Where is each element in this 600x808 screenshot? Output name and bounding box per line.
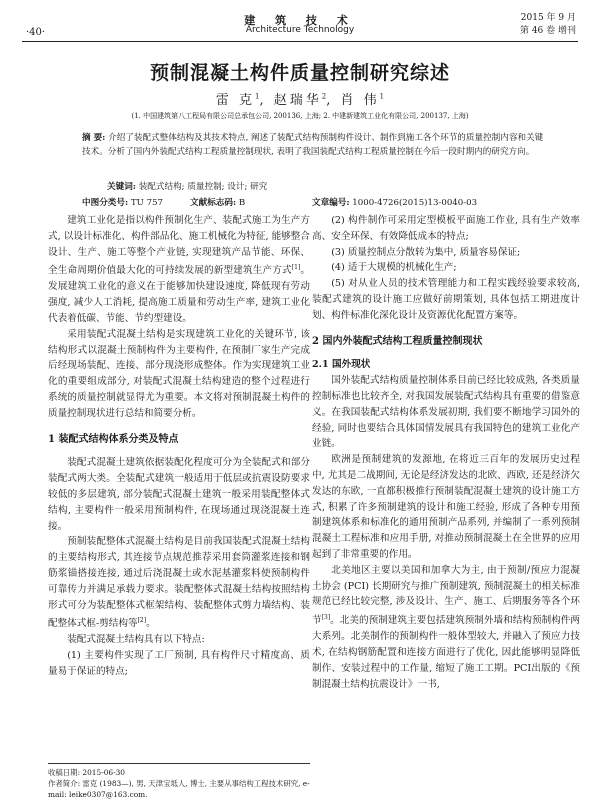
author-name: 雷 克 [215,93,256,108]
journal-title-cn: 建 筑 技 术 [244,14,356,27]
paragraph: 装配式混凝土结构具有以下特点: [67,634,205,646]
page-number: ·40· [26,27,46,38]
author-bio: 作者简介: 雷克 (1983—), 男, 天津宝坻人, 博士, 主要从事结构工程技术研究, e-mail: leike0307@163.com. [48,779,310,799]
author-affil-mark: 1 [379,92,385,101]
paragraph: 采用装配式混凝土结构是实现建筑工业化的关键环节, 该结构形式以混凝土预制构件为主要构件, 在预制厂家生产完成后经现场装配、连接、部分现浇形成整体。作为实现建筑工业化的重要组成部分, 对装配式混凝土结构建造的整个过程进行系统的质量控制就显得尤为重要。本文将对预制混凝土构件的质量控制现状进行总结和简要分析。 [48,328,310,419]
affiliation: (1. 中国建筑第八工程局有限公司总承包公司, 200136, 上海; 2. 中建新建筑工业化有限公司, 200137, 上海) [131,112,469,120]
issue-date: 2015 年 9 月 [520,13,576,23]
right-column [312,213,580,692]
list-item: (2) 构件制作可采用定型模板平面施工作业, 具有生产效率高、安全环保、有效降低成本的特点; [312,215,580,242]
section-heading: 2 国内外装配式结构工程质量控制现状 [312,335,483,347]
clc-number [82,196,163,208]
footnote [48,763,310,800]
list-item: (3) 质量控制点分散转为集中, 质量容易保证; [331,246,521,258]
list-item: (4) 适于大规模的机械化生产; [331,262,457,274]
running-header [22,8,578,42]
author-list: 雷 克$^1$, 赵瑞华$^2$, 肖 伟$^1$ [215,92,385,108]
issue-info [520,12,576,38]
clc-label: 中图分类号: [82,198,129,208]
article-title: 预制混凝土构件质量控制研究综述 [149,62,450,84]
doc-code-label: 文献标志码: [190,198,237,208]
article-no-label: 文章编号: [312,198,350,208]
author-affil-mark: 1 [255,92,260,101]
subsection-heading: 2.1 国外现状 [312,359,371,371]
received-date: 收稿日期: 2015-06-30 [48,768,126,777]
left-column [48,213,310,680]
paragraph: 北美地区主要以美国和加拿大为主, 由于预制/预应力混凝土协会 (PCI) 长期研究与推广预制建筑, 预制混凝土的相关标准规范已经比较完整, 涉及设计、生产、施工、后期服务等各个环节[3]。北美的预制建筑主要包括建筑预制外墙和结构预制构件两大系列。北美制作的预制构件一般体型较大, 并融入了预应力技术, 在结构钢筋配置和连接方面进行了优化, 因此能够明显降低制作、安装过程中的工作量, 缩短了施工工期。PCI出版的《预制混凝土结构抗震设计》一书, [312,564,581,690]
paragraph: 建筑工业化是指以构件预制化生产、装配式施工为生产方式, 以设计标准化、构件部品化、施工机械化为特征, 能够整合设计、生产、施工等整个产业链, 实现建筑产品节能、环保、全生命周期价值最大化的可持续发展的新型建筑生产方式[1]。发展建筑工业化的意义在于能够加快建设速度, 降低现有劳动强度, 减少人工消耗, 提高施工质量和劳动生产率, 建筑工业化代表着低碳、节能、节约型建设。 [48,215,310,324]
article-number [312,196,477,208]
keywords-label: 关键词: [107,182,136,192]
journal-title-en: Architecture Technology [245,25,355,35]
document-code [190,196,245,208]
author-name: 肖 伟 [340,93,380,108]
abstract [82,131,550,159]
keywords [107,180,547,192]
paragraph: 装配式混凝土建筑依据装配化程度可分为全装配式和部分装配式两大类。全装配式建筑一般适用于低层或抗震设防要求较低的多层建筑, 部分装配式混凝土建筑一般采用装配整体式结构, 主要构件一般采用预制构件, 在现场通过现浇混凝土连接。 [48,457,310,532]
author-name: 赵瑞华 [273,93,322,108]
paragraph: 欧洲是预制建筑的发源地, 在将近三百年的发展历史过程中, 尤其是二战期间, 无论是经济发达的北欧、西欧, 还是经济欠发达的东欧, 一直都积极推行预制装配混凝土建筑的设计施工方式, 积累了许多预制建筑的设计和施工经验, 形成了各种专用预制建筑体系和标准化的通用预制产品系列, 并编制了一系列预制混凝土工程标准和应用手册, 对推动预制混凝土在全世界的应用起到了非常重要的作用。 [312,454,580,560]
author-affil-mark: 2 [321,92,327,101]
abstract-label: 摘 要: [82,133,106,143]
section-heading: 1 装配式结构体系分类及特点 [48,433,179,445]
abstract-text: 介绍了装配式整体结构及其技术特点, 阐述了装配式结构预制构件设计、制作到施工各个环节的质量控制内容和关键技术。分析了国内外装配式结构工程质量控制现状, 表明了我国装配式结构工程质量控制在今后一段时期内的研究方向。 [82,133,544,157]
clc-value: TU 757 [130,198,163,208]
list-item: (5) 对从业人员的技术管理能力和工程实践经验要求较高, 装配式建筑的设计施工应做好前期策划, 具体包括工期进度计划、构件标准化深化设计及资源优化配置方案等。 [312,278,580,321]
doc-code-value: B [238,198,246,208]
article-no-value: 1000-4726(2015)13-0040-03 [352,198,478,208]
paragraph: 预制装配整体式混凝土结构是目前我国装配式混凝土结构的主要结构形式, 其连接节点规范推荐采用套筒灌浆连接和钢筋浆锚搭接连接, 通过后浇混凝土或水泥基灌浆料使预制构件可靠传力并满足承载力要求。装配整体式混凝土结构按照结构形式可分为装配整体式框架结构、装配整体式剪力墙结构、装配整体式框-剪结构等[2]。 [48,536,310,630]
issue-volume: 第 46 卷 增刊 [519,26,576,36]
paragraph: 国外装配式结构质量控制体系目前已经比较成熟, 各类质量控制标准也比较齐全, 对我国发展装配式结构具有重要的借鉴意义。在我国装配式结构体系发展初期, 我们要不断地学习国外的经验, 同时也要结合具体国情发展具有我国特色的建筑工业化产业链。 [312,375,580,450]
keywords-text: 装配式结构; 质量控制; 设计; 研究 [138,182,268,192]
list-item: (1) 主要构件实现了工厂预制, 具有构件尺寸精度高、质量易于保证的特点; [48,650,310,677]
